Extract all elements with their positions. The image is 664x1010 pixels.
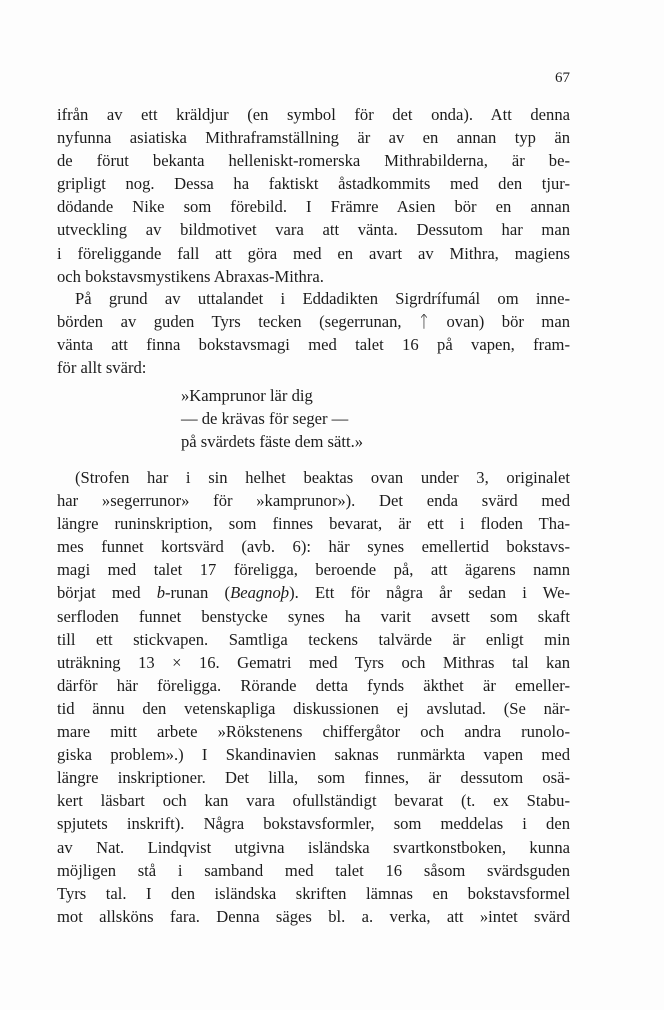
text-line: På grund av uttalandet i Eddadikten Sigrdrífumál om inne-: [75, 289, 570, 308]
text-line: mes funnet kortsvärd (avb. 6): här synes emellertid bokstavs-: [57, 537, 570, 557]
text-line: börden av guden Tyrs tecken (segerrunan, ᛏ ovan) bör man: [57, 312, 570, 332]
text-line: längre runinskription, som finnes bevarat, är ett i floden Tha-: [57, 514, 570, 534]
page-number: 67: [555, 70, 570, 86]
text-line: Tyrs tal. I den isländska skriften lämnas en bokstavsformel: [57, 883, 570, 903]
text-line: mot allsköns fara. Denna säges bl. a. verka, att »intet svärd: [57, 906, 570, 926]
text-line: serfloden funnet benstycke synes ha varit avsett som skaft: [57, 606, 570, 626]
paragraph-2: [57, 287, 570, 379]
text-line: uträkning 13 × 16. Gematri med Tyrs och Mithras tal kan: [57, 652, 570, 672]
text-line: möjligen stå i samband med talet 16 såsom svärdsguden: [57, 860, 570, 880]
text-segment: börjat med: [57, 583, 157, 603]
verse-line: på svärdets fäste dem sätt.»: [181, 432, 364, 452]
text-line: för allt svärd:: [57, 358, 147, 378]
text-line: av Nat. Lindqvist utgivna isländska svartkonstboken, kunna: [57, 837, 570, 857]
text-line: [57, 581, 570, 604]
text-line: nyfunna asiatiska Mithraframställning är av en annan typ än: [57, 128, 570, 148]
text-line: giska problem».) I Skandinavien saknas runmärkta vapen med: [57, 745, 570, 765]
text-line: har »segerrunor» för »kamprunor»). Det enda svärd med: [57, 491, 570, 511]
text-line: spjutets inskrift). Några bokstavsformler, som meddelas i den: [57, 814, 570, 834]
text-segment: -runan (: [165, 583, 231, 603]
text-line: utveckling av bildmotivet vara att vänta. Dessutom har man: [57, 220, 570, 240]
italic-beagnoth: Beagnoþ: [230, 583, 290, 603]
text-line: ifrån av ett kräldjur (en symbol för det onda). Att denna: [57, 105, 570, 124]
text-line: magi med talet 17 föreligga, beroende på, att ägarens namn: [57, 560, 570, 580]
text-line: de förut bekanta helleniskt-romerska Mithrabilderna, är be-: [57, 151, 570, 171]
text-line: längre inskriptioner. Det lilla, som finnes, är dessutom osä-: [57, 768, 570, 788]
text-line: till ett stickvapen. Samtliga teckens talvärde är enligt min: [57, 629, 570, 649]
paragraph-3: [57, 466, 570, 928]
text-line: i föreliggande fall att göra med en avart av Mithra, magiens: [57, 243, 570, 263]
text-line: därför här föreligga. Rörande detta fynds äkthet är emeller-: [57, 675, 570, 695]
verse-line: — de krävas för seger —: [181, 409, 349, 429]
text-line: gripligt nog. Dessa ha faktiskt åstadkommits med den tjur-: [57, 174, 570, 194]
text-line: (Strofen har i sin helhet beaktas ovan under 3, originalet: [75, 468, 570, 487]
text-line: mare mitt arbete »Rökstenens chiffergåtor och andra runolo-: [57, 722, 570, 742]
verse-line: »Kamprunor lär dig: [181, 386, 313, 405]
text-line: tid ännu den vetenskapliga diskussionen ej avslutad. (Se när-: [57, 698, 570, 718]
text-line: och bokstavsmystikens Abraxas-Mithra.: [57, 266, 324, 286]
text-line: vänta att finna bokstavsmagi med talet 16 på vapen, fram-: [57, 335, 570, 355]
text-line: dödande Nike som förebild. I Främre Asien bör en annan: [57, 197, 570, 217]
italic-b: b: [156, 583, 165, 603]
text-segment: ). Ett för några år sedan i We-: [289, 583, 570, 603]
verse-quote: [181, 384, 461, 453]
paragraph-1: [57, 103, 570, 288]
text-line: kert läsbart och kan vara ofullständigt bevarat (t. ex Stabu-: [57, 791, 570, 811]
